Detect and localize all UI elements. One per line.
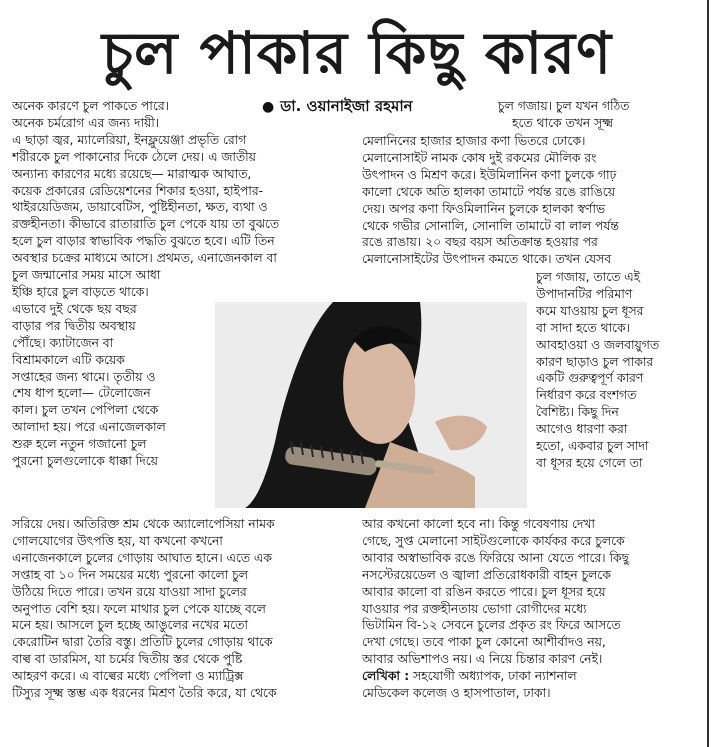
text-line: কারণ ছাড়াও চুল পাকার bbox=[536, 354, 654, 369]
text-line: একটি গুরুত্বপূর্ণ কারণ bbox=[536, 371, 644, 386]
text-line: চুল গজায়। চুল যখন গঠিত bbox=[498, 99, 630, 113]
text-line: বৈশিষ্ট্য। কিছু দিন bbox=[536, 405, 619, 420]
author-credit bbox=[362, 668, 702, 702]
text-line: উৎপাদন ও মিশ্রণ করে। ইউমিলানিন কণা চুলকে গাঢ় bbox=[362, 167, 617, 182]
text-line: গোলযোগের উৎপত্তি হয়, যা কখনো কখনো bbox=[12, 533, 223, 548]
text-line: টিস্যুর সূক্ষ্ম স্তম্ভ এক ধরনের মিশ্রণ তৈরি করে, যা থেকে bbox=[12, 686, 277, 701]
column-2-main bbox=[362, 133, 702, 268]
text-line: দেয়। অপর কণা ফিওমিলানিন চুলকে হালকা স্বর্ণাভ bbox=[362, 201, 606, 216]
author-line-2: মেডিকেল কলেজ ও হাসপাতাল, ঢাকা। bbox=[362, 685, 551, 700]
text-line: মনে হয়। আসলে চুল হচ্ছে আঙুলের নখের মতো bbox=[12, 618, 248, 633]
text-line: আবার অভিশাপও নয়। এ নিয়ে চিন্তার কারণ নেই। bbox=[362, 652, 603, 667]
text-line: থেকে গভীর সোনালি, সোনালি তামাটে বা লাল পর্যন্ত bbox=[362, 218, 619, 233]
page-edge-line bbox=[707, 0, 709, 747]
text-line: হতে থাকে তখন সূক্ষ্ম bbox=[512, 115, 613, 130]
text-line: শুরু হলে নতুন গজানো চুল bbox=[12, 437, 147, 452]
text-line: কাল। চুল তখন পেপিলা থেকে bbox=[12, 403, 159, 418]
bullet-icon: ● bbox=[262, 99, 275, 115]
text-line: অন্যান্য কারণের মধ্যে রয়েছে— মারাত্মক আঘাত, bbox=[12, 166, 252, 181]
text-line: হলে চুল বাড়ার স্বাভাবিক পদ্ধতি বুঝতে হবে। এটি তিন bbox=[12, 234, 275, 249]
text-line: পুরনো চুলগুলোকে ধাক্কা দিয়ে bbox=[12, 454, 158, 469]
text-line: চুল জন্মানোর সময় মাসে আধা bbox=[12, 268, 161, 283]
text-line: হতো, একবার চুল সাদা bbox=[536, 439, 649, 454]
text-line: দেখা গেছে। তবে পাকা চুল কোনো আশীর্বাদও নয়, bbox=[362, 635, 606, 650]
author-line-1: সহযোগী অধ্যাপক, ঢাকা ন্যাশনাল bbox=[413, 669, 577, 683]
text-line: ইঞ্চি হারে চুল বাড়তে থাকে। bbox=[12, 284, 149, 299]
column-2-narrow bbox=[536, 269, 701, 472]
text-line: আবার কালো বা রঙিন করতে পারে। চুল ধূসর হয়ে bbox=[362, 584, 606, 599]
text-line: কেরোটিন দ্বারা তৈরি বস্তু। প্রতিটি চুলের গোড়ায় থাকে bbox=[12, 635, 273, 650]
text-line: বিশ্রামকালে এটি কয়েক bbox=[12, 352, 125, 367]
text-line: বা সাদা হতে থাকে। bbox=[536, 320, 630, 335]
text-line: ভিটামিন বি-১২ সেবনে চুলের প্রকৃত রং ফিরে আসতে bbox=[362, 618, 621, 633]
headline: চুল পাকার কিছু কারণ bbox=[101, 19, 613, 87]
text-line: উঠিয়ে দিতে পারে। তখন রয়ে যাওয়া সাদা চুলের bbox=[12, 584, 247, 599]
text-line: বাল্ব বা ডারমিস, যা চর্মের দ্বিতীয় স্তর থেকে পুষ্টি bbox=[12, 652, 243, 667]
text-line: আবার অস্বাভাবিক রঙে ফিরিয়ে আনা যেতে পারে। কিছু bbox=[362, 550, 630, 565]
text-line: শরীরকে চুল পাকানোর দিকে ঠেলে দেয়। এ জাতীয় bbox=[12, 149, 256, 164]
text-line: চুল গজায়, তাতে এই bbox=[536, 270, 641, 284]
text-line: উপাদানটির পরিমাণ bbox=[536, 286, 633, 301]
text-line: নির্ধারণ করে বংশগত bbox=[536, 388, 637, 403]
text-line: আলাদা হয়। পরে এনাজেলকাল bbox=[12, 420, 166, 435]
text-line: গেছে, সুপ্ত মেলানো সাইটগুলোকে কার্যকর করে চুলকে bbox=[362, 533, 625, 548]
text-line: মেলানোসাইটের উৎপাদন কমতে থাকে। তখন যেসব bbox=[362, 252, 612, 267]
text-line: এভাবে দুই থেকে ছয় বছর bbox=[12, 301, 137, 316]
text-line: এ ছাড়া জ্বর, ম্যালেরিয়া, ইনফ্লুয়েঞ্জা প্রভৃতি রোগ bbox=[12, 132, 247, 147]
text-line: অবস্থার চক্রের মাধ্যমে আসে। প্রথমত, এনাজেনকাল বা bbox=[12, 251, 277, 266]
text-line: কয়েক প্রকারের রেডিয়েশনের শিকার হওয়া, হাইপার- bbox=[12, 183, 264, 198]
text-line: অনুপাত বেশি হয়। ফলে মাথার চুল পেকে যাচ্ছে বলে bbox=[12, 601, 266, 616]
text-line: আহরণ করে। এ বাল্বের মধ্যে পেপিলা ও ম্যাট্রিক্স bbox=[12, 669, 244, 684]
column-2-top-right bbox=[498, 98, 698, 132]
text-line: সপ্তাহের জন্য থামে। তৃতীয় ও bbox=[12, 369, 156, 384]
column-2-bottom bbox=[362, 516, 702, 668]
text-line: মেলানিনের হাজার হাজার কণা ভিতরে ঢোকে। bbox=[362, 134, 586, 148]
text-line: কালো থেকে অতি হালকা তামাটে পর্যন্ত রঙে রাঙিয়ে bbox=[362, 184, 615, 199]
text-line: কমে যাওয়ায় চুল ধূসর bbox=[536, 303, 644, 318]
text-line: রক্তহীনতা। কীভাবে রাতারাতি চুল পেকে যায় তা বুঝতে bbox=[12, 217, 280, 232]
text-line: মেলানোসাইট নামক কোষ দুই রকমের মৌলিক রং bbox=[362, 150, 597, 165]
text-line: আবহাওয়া ও জলবায়ুগত bbox=[536, 337, 660, 352]
text-line: বাড়ার পর দ্বিতীয় অবস্থায় bbox=[12, 318, 136, 333]
text-line: রঙে রাঙায়। ২০ বছর বয়স অতিক্রান্ত হওয়ার পর bbox=[362, 235, 598, 250]
text-line: আগেও ধারণা করা bbox=[536, 422, 628, 437]
photo-woman-with-comb bbox=[215, 302, 527, 508]
text-line: অনেক কারণে চুল পাকতে পারে। bbox=[12, 99, 169, 113]
text-line: থাইরয়েডিজম, ডায়াবেটিস, পুষ্টিহীনতা, ক্ষত, ব্যথা ও bbox=[12, 200, 268, 215]
text-line: সরিয়ে দেয়। অতিরিক্ত শ্রম থেকে অ্যালোপেসিয়া নামক bbox=[12, 517, 275, 531]
text-line: যাওয়ার পর রক্তহীনতায় ভোগা রোগীদের মধ্যে bbox=[362, 601, 587, 616]
text-line: শেষ ধাপ হলো— টেলোজেন bbox=[12, 386, 151, 401]
text-line: বা ধূসর হয়ে গেলে তা bbox=[536, 455, 643, 470]
author-name: ডা. ওয়ানাইজা রহমান bbox=[280, 97, 413, 115]
text-line: সপ্তাহ বা ১০ দিন সময়ের মধ্যে পুরনো কালো চুল bbox=[12, 567, 248, 582]
text-line: এনাজেনকালে চুলের গোড়ায় আঘাত হানে। এতে এক bbox=[12, 550, 272, 565]
text-line: অনেক চর্মরোগ এর জন্য দায়ী। bbox=[12, 115, 160, 130]
text-line: আর কখনো কালো হবে না। কিন্তু গবেষণায় দেখা bbox=[362, 517, 595, 531]
text-line: পৌঁছে। ক্যাটাজেন বা bbox=[12, 335, 114, 350]
author-label: লেখিকা : bbox=[362, 669, 410, 683]
column-1-bottom bbox=[12, 516, 358, 702]
photo-illustration bbox=[215, 302, 527, 508]
text-line: নসস্টেরয়েডেল ও জ্বালা প্রতিরোধকারী বাহন চুলকে bbox=[362, 567, 611, 582]
